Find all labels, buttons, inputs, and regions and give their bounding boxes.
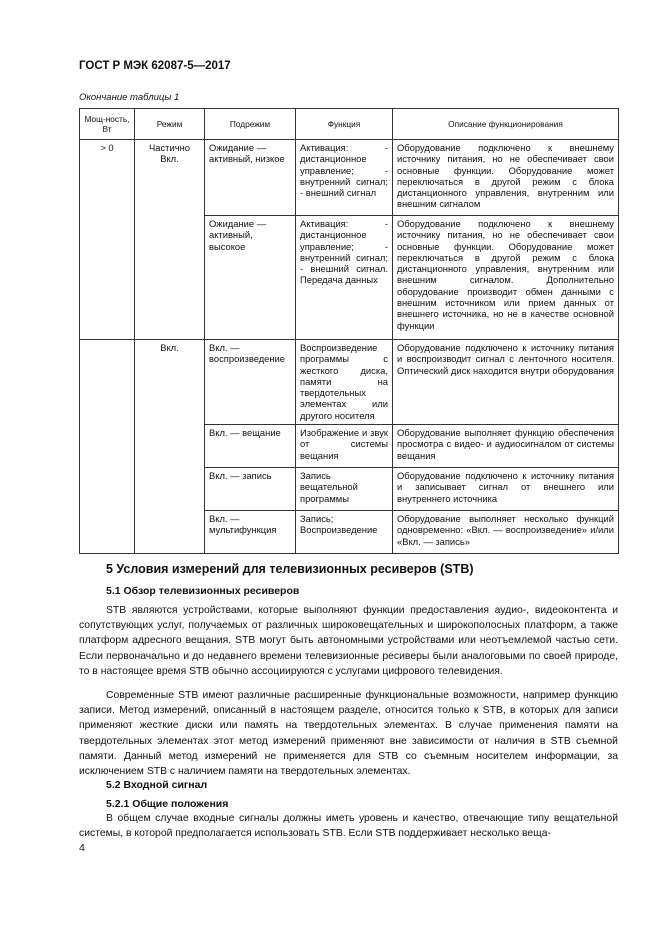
col-header-description: Описание функционирования bbox=[393, 109, 619, 140]
table-header-row bbox=[80, 109, 619, 140]
col-header-submode: Подрежим bbox=[205, 109, 296, 140]
cell-submode: Ожидание — активный, высокое bbox=[205, 216, 296, 340]
cell-mode: Частично Вкл. bbox=[135, 140, 205, 340]
col-header-power: Мощ-ность, Вт bbox=[80, 109, 135, 140]
cell-function: Изображение и звук от системы вещания bbox=[296, 425, 393, 468]
cell-submode: Вкл. — запись bbox=[205, 468, 296, 511]
cell-submode: Ожидание — активный, низкое bbox=[205, 140, 296, 216]
cell-description: Оборудование подключено к источнику питания и записывает сигнал от внешнего или внутреннего источника bbox=[393, 468, 619, 511]
col-header-function: Функция bbox=[296, 109, 393, 140]
section-5-2-heading: 5.2 Входной сигнал bbox=[106, 779, 208, 791]
table-row bbox=[80, 140, 619, 216]
cell-function: Запись; Воспроизведение bbox=[296, 511, 393, 554]
cell-description: Оборудование подключено к внешнему источнику питания, но не обеспечивает свои основные функции. Оборудование может переключаться в другой режим с блока дистанционного управления, внутренним или внешним сигналом bbox=[393, 140, 619, 216]
paragraph-5-1-b: Современные STB имеют различные расширенные функциональные возможности, например функцию записи. Метод измерений, описанный в настоящем разделе, относится только к STB, в которых для записи применяют жесткие диски или память на твердотельных элементах. В случае применения памяти на твердотельных элементах этот метод измерений применяют вне зависимости от наличия в STB съемной памяти. Данный метод измерений не применяется для STB со съемным носителем информации, за исключением STB с наличием памяти на твердотельных элементах. bbox=[79, 690, 618, 778]
paragraph-5-1-a: STB являются устройствами, которые выполняют функции предоставления аудио-, видеоконтента и сопутствующих услуг, получаемых от различных широковещательных и широкополосных платформ, а также платформ адресного вещания. STB могут быть автономными устройствами или неотъемлемой частью сети. Если первоначально и до недавнего времени телевизионные ресиверы были аналоговыми по своей природе, то в настоящее время STB обычно ассоциируются с услугами цифрового телевидения. bbox=[79, 605, 618, 677]
modes-table bbox=[79, 108, 619, 554]
cell-description: Оборудование выполняет функцию обеспечения просмотра с видео- и аудиосигналом от системы вещания bbox=[393, 425, 619, 468]
paragraph-5-2-1: В общем случае входные сигналы должны иметь уровень и качество, отвечающие типу вещательной системы, в которой предполагается использовать STB. Если STB поддерживает несколько веща- bbox=[79, 813, 618, 840]
page-number: 4 bbox=[79, 842, 85, 854]
cell-description: Оборудование выполняет несколько функций одновременно: «Вкл. — воспроизведение» и/или «Вкл. — запись» bbox=[393, 511, 619, 554]
col-header-mode: Режим bbox=[135, 109, 205, 140]
cell-description: Оборудование подключено к источнику питания и воспроизводит сигнал с ленточного носителя. Оптический диск находится внутри оборудования bbox=[393, 340, 619, 425]
cell-function: Запись вещательной программы bbox=[296, 468, 393, 511]
cell-function: Активация: - дистанционное управление; - внутренний сигнал; - внешний сигнал. Передача данных bbox=[296, 216, 393, 340]
cell-description: Оборудование подключено к внешнему источнику питания, но не обеспечивает свои основные функции. Оборудование может переключаться в другой режим с блока дистанционного управления, внутренним или внешним сигналом. Дополнительно оборудование производит обмен данными с внешним источником или прием данных от внешнего источника, но не в качестве основной функции bbox=[393, 216, 619, 340]
cell-mode: Вкл. bbox=[135, 340, 205, 554]
section-5-2-1-heading: 5.2.1 Общие положения bbox=[106, 798, 229, 810]
cell-function: Воспроизведение программы с жесткого диска, памяти на твердотельных элементах или другого носителя bbox=[296, 340, 393, 425]
document-code: ГОСТ Р МЭК 62087-5—2017 bbox=[79, 60, 231, 72]
cell-submode: Вкл. — мультифункция bbox=[205, 511, 296, 554]
section-5-1-heading: 5.1 Обзор телевизионных ресиверов bbox=[106, 585, 300, 597]
table-caption: Окончание таблицы 1 bbox=[79, 92, 180, 103]
cell-power-empty bbox=[80, 340, 135, 554]
cell-power: > 0 bbox=[80, 140, 135, 340]
section-5-heading: 5 Условия измерений для телевизионных ресиверов (STB) bbox=[106, 562, 474, 576]
cell-submode: Вкл. — вещание bbox=[205, 425, 296, 468]
cell-function: Активация: - дистанционное управление; - внутренний сигнал; - внешний сигнал bbox=[296, 140, 393, 216]
cell-submode: Вкл. — воспроизведение bbox=[205, 340, 296, 425]
table-row bbox=[80, 340, 619, 425]
